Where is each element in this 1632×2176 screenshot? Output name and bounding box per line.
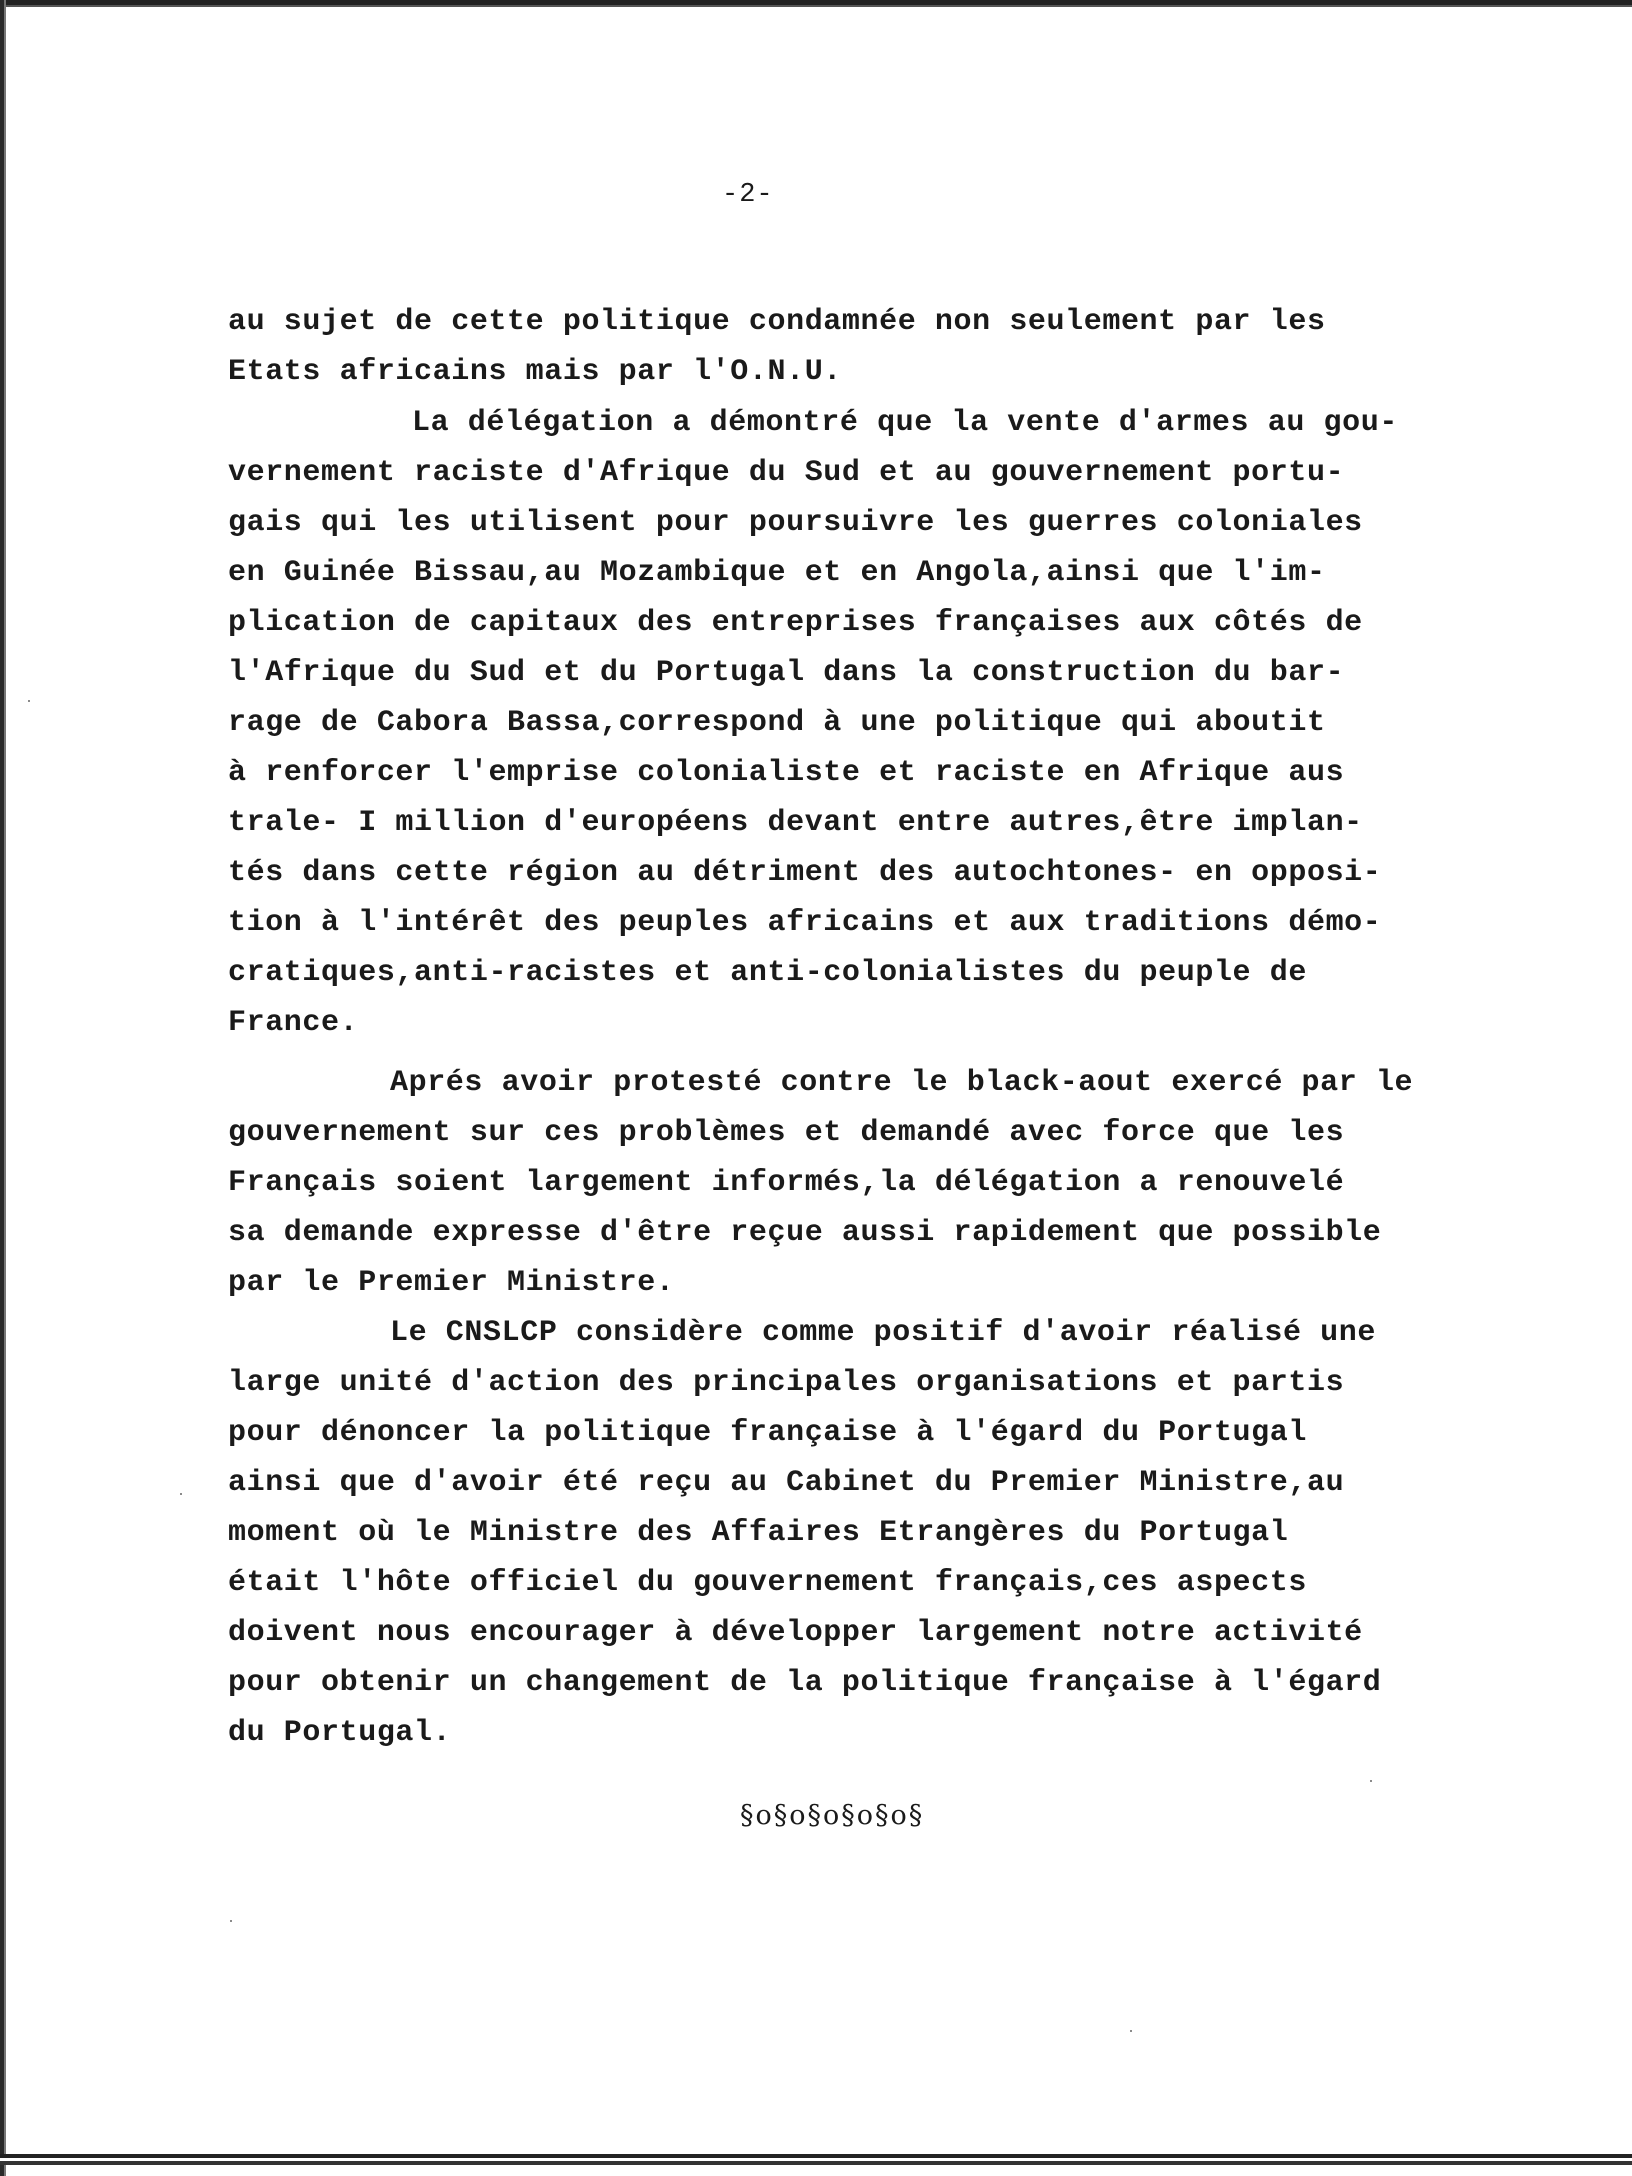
text-line: Français soient largement informés,la délégation a renouvelé: [228, 1166, 1345, 1200]
text-line: La délégation a démontré que la vente d'armes au gou-: [412, 406, 1398, 440]
scan-speck: [28, 700, 30, 702]
text-line: à renforcer l'emprise colonialiste et raciste en Afrique aus: [228, 756, 1345, 790]
scan-border-bottom: [0, 2152, 1632, 2176]
text-line: l'Afrique du Sud et du Portugal dans la construction du bar-: [228, 656, 1345, 690]
scan-speck: [180, 1493, 182, 1495]
text-line: était l'hôte officiel du gouvernement français,ces aspects: [228, 1566, 1307, 1600]
scan-border-top: [0, 0, 1632, 10]
scan-border-left: [0, 0, 9, 2176]
text-line: large unité d'action des principales organisations et partis: [228, 1366, 1345, 1400]
text-line: Aprés avoir protesté contre le black-aout exercé par le: [390, 1066, 1414, 1100]
text-line: Etats africains mais par l'O.N.U.: [228, 355, 842, 389]
text-line: tés dans cette région au détriment des autochtones- en opposi-: [228, 856, 1382, 890]
text-line: en Guinée Bissau,au Mozambique et en Angola,ainsi que l'im-: [228, 556, 1326, 590]
text-line: moment où le Ministre des Affaires Etrangères du Portugal: [228, 1516, 1289, 1550]
text-line: gouvernement sur ces problèmes et demandé avec force que les: [228, 1116, 1345, 1150]
text-line: Le CNSLCP considère comme positif d'avoir réalisé une: [390, 1316, 1376, 1350]
text-line: par le Premier Ministre.: [228, 1266, 675, 1300]
text-line: sa demande expresse d'être reçue aussi rapidement que possible: [228, 1216, 1382, 1250]
text-line: vernement raciste d'Afrique du Sud et au gouvernement portu-: [228, 456, 1345, 490]
text-line: tion à l'intérêt des peuples africains et aux traditions démo-: [228, 906, 1382, 940]
text-line: au sujet de cette politique condamnée non seulement par les: [228, 305, 1326, 339]
scan-speck: [230, 1920, 232, 1922]
scan-speck: [1130, 2030, 1132, 2032]
scan-speck: [1370, 1780, 1372, 1782]
text-line: plication de capitaux des entreprises françaises aux côtés de: [228, 606, 1363, 640]
text-line: cratiques,anti-racistes et anti-colonialistes du peuple de: [228, 956, 1307, 990]
text-line: pour obtenir un changement de la politique française à l'égard: [228, 1666, 1382, 1700]
text-line: gais qui les utilisent pour poursuivre les guerres coloniales: [228, 506, 1363, 540]
text-line: doivent nous encourager à développer largement notre activité: [228, 1616, 1363, 1650]
text-line: ainsi que d'avoir été reçu au Cabinet du Premier Ministre,au: [228, 1466, 1345, 1500]
page-number: -2-: [722, 180, 774, 210]
text-line: trale- I million d'européens devant entre autres,être implan-: [228, 806, 1363, 840]
text-line: pour dénoncer la politique française à l'égard du Portugal: [228, 1416, 1307, 1450]
text-line: France.: [228, 1006, 359, 1040]
closing-ornament: §o§o§o§o§o§: [740, 1800, 925, 1831]
text-line: rage de Cabora Bassa,correspond à une politique qui aboutit: [228, 706, 1326, 740]
text-line: du Portugal.: [228, 1716, 452, 1750]
